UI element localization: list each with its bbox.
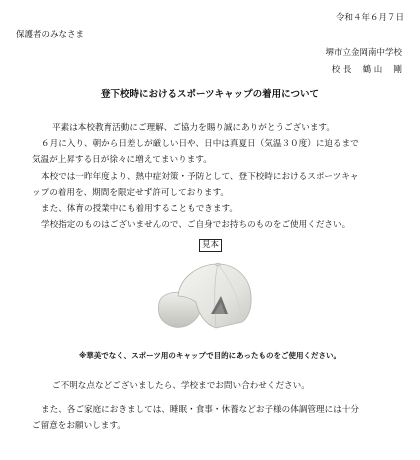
cap-note: ※華美でなく、スポーツ用のキャップで目的にあったものをご使用ください。: [79, 351, 341, 360]
closing-health-line1: また、各ご家庭におきましては、睡眠・食事・休養などお子様の体調管理には十分: [41, 405, 359, 416]
example-label: 見本: [199, 239, 222, 252]
school-name: 堺市立金岡南中学校: [325, 48, 402, 58]
baseball-cap-image: [156, 256, 256, 338]
document-title: 登下校時におけるスポーツキャップの着用について: [101, 89, 319, 100]
closing-text: [32, 378, 404, 435]
principal-name: 校 長 鶴 山 剛: [331, 65, 402, 75]
paragraph-policy-line2: ップの着用を、期間を限定せず許可しております。: [32, 187, 229, 198]
paragraph-policy-line1: 本校では一昨年度より、熱中症対策・予防として、登下校時におけるスポーツキャ: [41, 171, 359, 182]
paragraph-pe-class: また、体育の授業中にも着用することもできます。: [41, 204, 238, 215]
paragraph-heat-line2: 気温が上昇する日が徐々に増えてまいります。: [32, 155, 212, 166]
paragraph-greeting: 平素は本校教育活動にご理解、ご協力を賜り誠にありがとうございます。: [52, 123, 335, 133]
date: 令和４年６月７日: [335, 13, 404, 23]
closing-health-line2: ご留意をお願いします。: [32, 421, 126, 432]
paragraph-no-designated: 学校指定のものはございませんので、ご自身でお持ちのものをご使用ください。: [41, 220, 351, 231]
paragraph-heat-line1: ６月に入り、朝から日差しが厳しい日や、日中は真夏日（気温３０度）に迫るまで: [41, 139, 359, 150]
closing-inquiry: ご不明な点などございましたら、学校までお問い合わせください。: [52, 381, 310, 391]
recipient: 保護者のみなさま: [16, 30, 85, 40]
body-text: [32, 120, 404, 233]
